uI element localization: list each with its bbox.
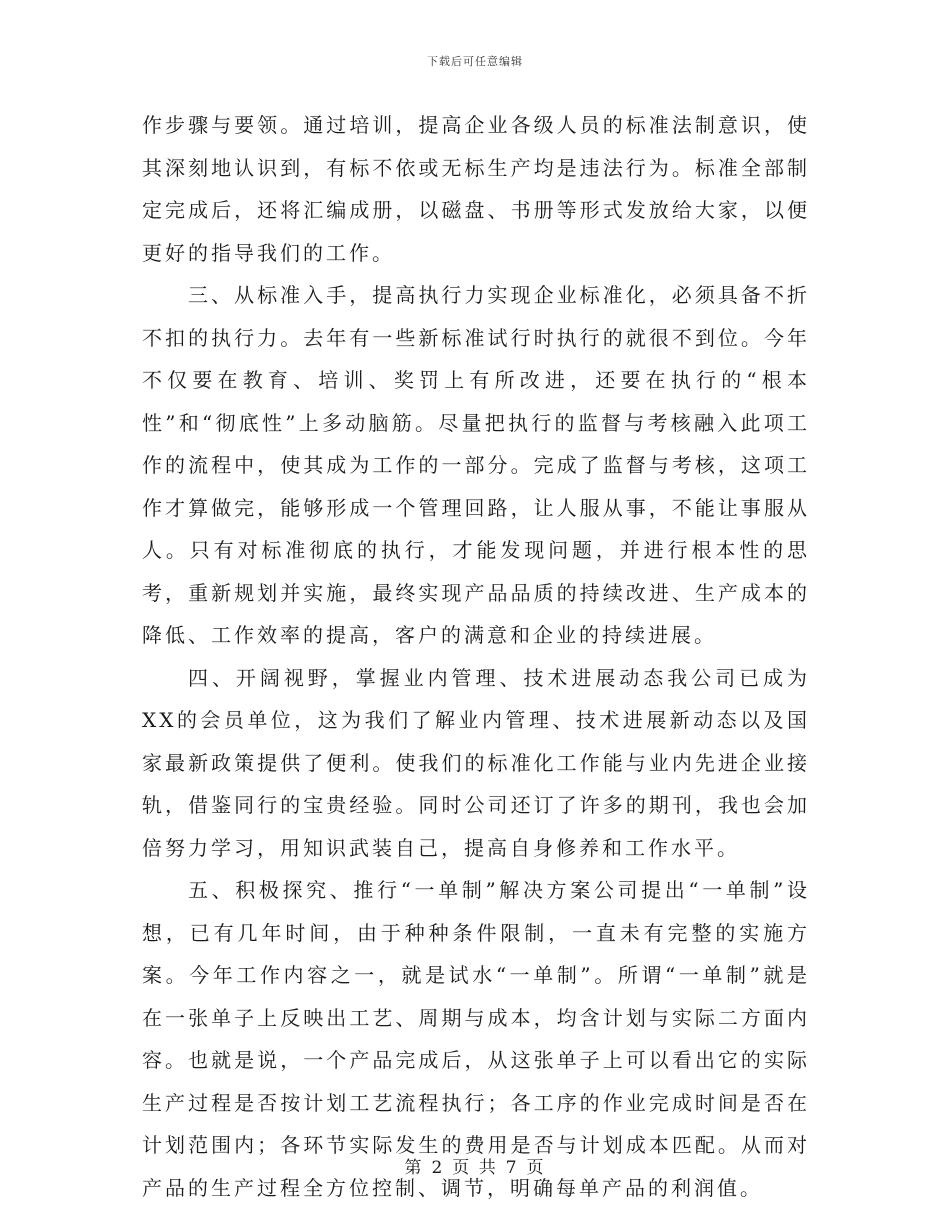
current-page-number: 2: [431, 1158, 445, 1178]
paragraph-section-four: 四、开阔视野，掌握业内管理、技术进展动态我公司已成为XX的会员单位，这为我们了解业内管理、技术进展新动态以及国家最新政策提供了便利。使我们的标准化工作能与业内先进企业接轨，借鉴同行的宝贵经验。同时公司还订了许多的期刊，我也会加倍努力学习，用知识武装自己，提高自身修养和工作水平。: [142, 665, 810, 860]
paragraph-section-five: 五、积极探究、推行“一单制”解决方案公司提出“一单制”设想，已有几年时间，由于种种条件限制，一直未有完整的实施方案。今年工作内容之一，就是试水“一单制”。所谓“一单制”就是在一张单子上反映出工艺、周期与成本，均含计划与实际二方面内容。也就是说，一个产品完成后，从这张单子上可以看出它的实际生产过程是否按计划工艺流程执行；各工序的作业完成时间是否在计划范围内；各环节实际发生的费用是否与计划成本匹配。从而对产品的生产过程全方位控制、调节，明确每单产品的利润值。: [142, 878, 810, 1200]
page-header: 下载后可任意编辑: [427, 55, 523, 68]
footer-suffix: 页: [526, 1158, 546, 1178]
paragraph-continuation: 作步骤与要领。通过培训，提高企业各级人员的标准法制意识，使其深刻地认识到，有标不依或无标生产均是违法行为。标准全部制定完成后，还将汇编成册，以磁盘、书册等形式发放给大家，以便更好的指导我们的工作。: [142, 113, 810, 265]
paragraph-section-three: 三、从标准入手，提高执行力实现企业标准化，必须具备不折不扣的执行力。去年有一些新标准试行时执行的就很不到位。今年不仅要在教育、培训、奖罚上有所改进，还要在执行的“根本性”和“彻底性”上多动脑筋。尽量把执行的监督与考核融入此项工作的流程中，使其成为工作的一部分。完成了监督与考核，这项工作才算做完，能够形成一个管理回路，让人服从事，不能让事服从人。只有对标准彻底的执行，才能发现问题，并进行根本性的思考，重新规划并实施，最终实现产品品质的持续改进、生产成本的降低、工作效率的提高，客户的满意和企业的持续进展。: [142, 283, 810, 647]
page-number-footer: [0, 1153, 950, 1178]
footer-prefix: 第: [404, 1158, 424, 1178]
document-body: [142, 104, 810, 1209]
total-page-count: 7: [505, 1158, 519, 1178]
footer-middle: 页 共: [452, 1158, 498, 1178]
